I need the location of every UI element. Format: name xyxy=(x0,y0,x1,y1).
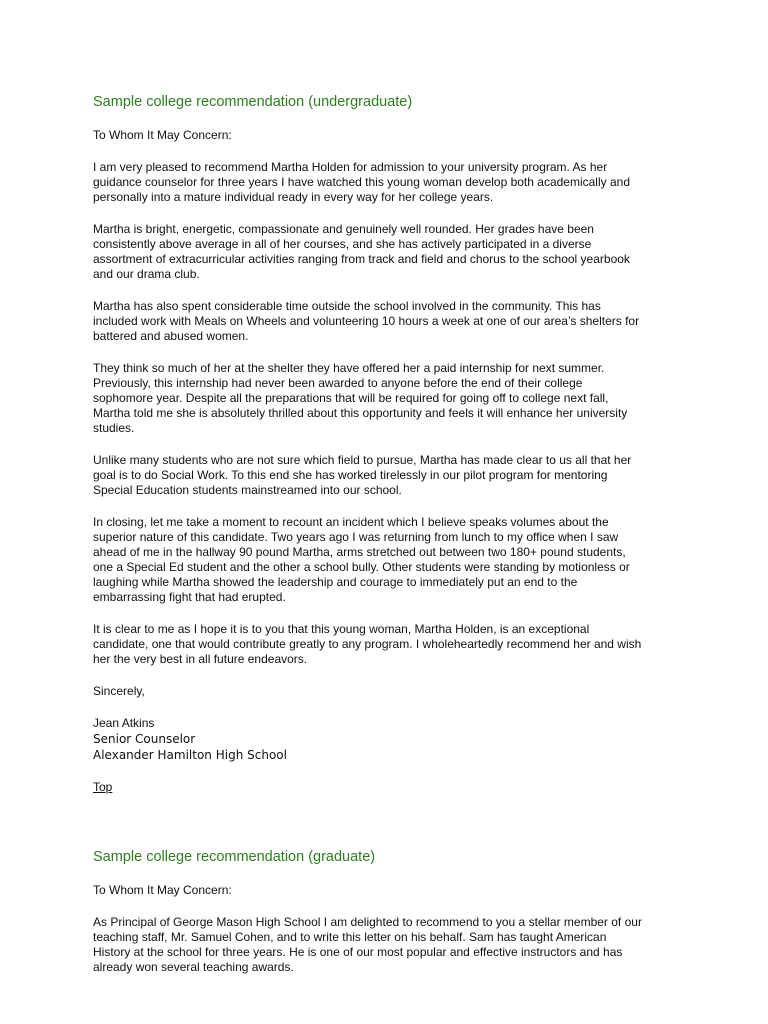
letter-paragraph: Unlike many students who are not sure which field to pursue, Martha has made clear to us all that her goal is to do Social Work. To this end she has worked tirelessly in our pilot program for mentoring Special Education students mainstreamed into our school. xyxy=(93,453,632,497)
letter-paragraph: Martha has also spent considerable time outside the school involved in the community. This has included work with Meals on Wheels and volunteering 10 hours a week at one of our area’s shelters for battered and abused women. xyxy=(93,299,640,343)
letter-paragraph: I am very pleased to recommend Martha Holden for admission to your university program. As her guidance counselor for three years I have watched this young woman develop both academically and personally into a mature individual ready in every way for her college years. xyxy=(93,160,630,204)
letter-paragraph: Martha is bright, energetic, compassionate and genuinely well rounded. Her grades have been consistently above average in all of her courses, and she has actively participated in a diverse assortment of extracurricular activities ranging from track and field and chorus to the school yearbook and our drama club. xyxy=(93,222,630,281)
signature-block xyxy=(93,716,688,763)
signature-name: Jean Atkins xyxy=(93,716,155,730)
letter-paragraph: It is clear to me as I hope it is to you that this young woman, Martha Holden, is an exceptional candidate, one that would contribute greatly to any program. I wholeheartedly recommend her and wish her the very best in all future endeavors. xyxy=(93,622,642,666)
undergraduate-section xyxy=(93,93,688,796)
signature-school: Alexander Hamilton High School xyxy=(93,748,287,762)
letter-paragraph: In closing, let me take a moment to recount an incident which I believe speaks volumes about the superior nature of this candidate. Two years ago I was returning from lunch to my office when I saw ahead of me in the hallway 90 pound Martha, arms stretched out between two 180+ pound students, one a Special Ed student and the other a school bully. Other students were standing by motionless or laughing while Martha showed the leadership and courage to immediately put an end to the embarrassing fight that had erupted. xyxy=(93,515,630,604)
graduate-section xyxy=(93,848,688,975)
closing: Sincerely, xyxy=(93,684,145,698)
graduate-heading: Sample college recommendation (graduate) xyxy=(93,849,376,865)
letter-paragraph: As Principal of George Mason High School I am delighted to recommend to you a stellar member of our teaching staff, Mr. Samuel Cohen, and to write this letter on his behalf. Sam has taught American History at the school for three years. He is one of our most popular and effective instructors and has already won several teaching awards. xyxy=(93,915,642,974)
salutation: To Whom It May Concern: xyxy=(93,883,232,897)
letter-paragraph: They think so much of her at the shelter they have offered her a paid internship for next summer. Previously, this internship had never been awarded to anyone before the end of their college sophomore year. Despite all the preparations that will be required for going off to college next fall, Martha told me she is absolutely thrilled about this opportunity and feels it will enhance her university studies. xyxy=(93,361,628,435)
top-link[interactable]: Top xyxy=(93,780,113,794)
undergraduate-heading: Sample college recommendation (undergraduate) xyxy=(93,94,413,110)
signature-title: Senior Counselor xyxy=(93,732,196,746)
salutation: To Whom It May Concern: xyxy=(93,128,232,142)
